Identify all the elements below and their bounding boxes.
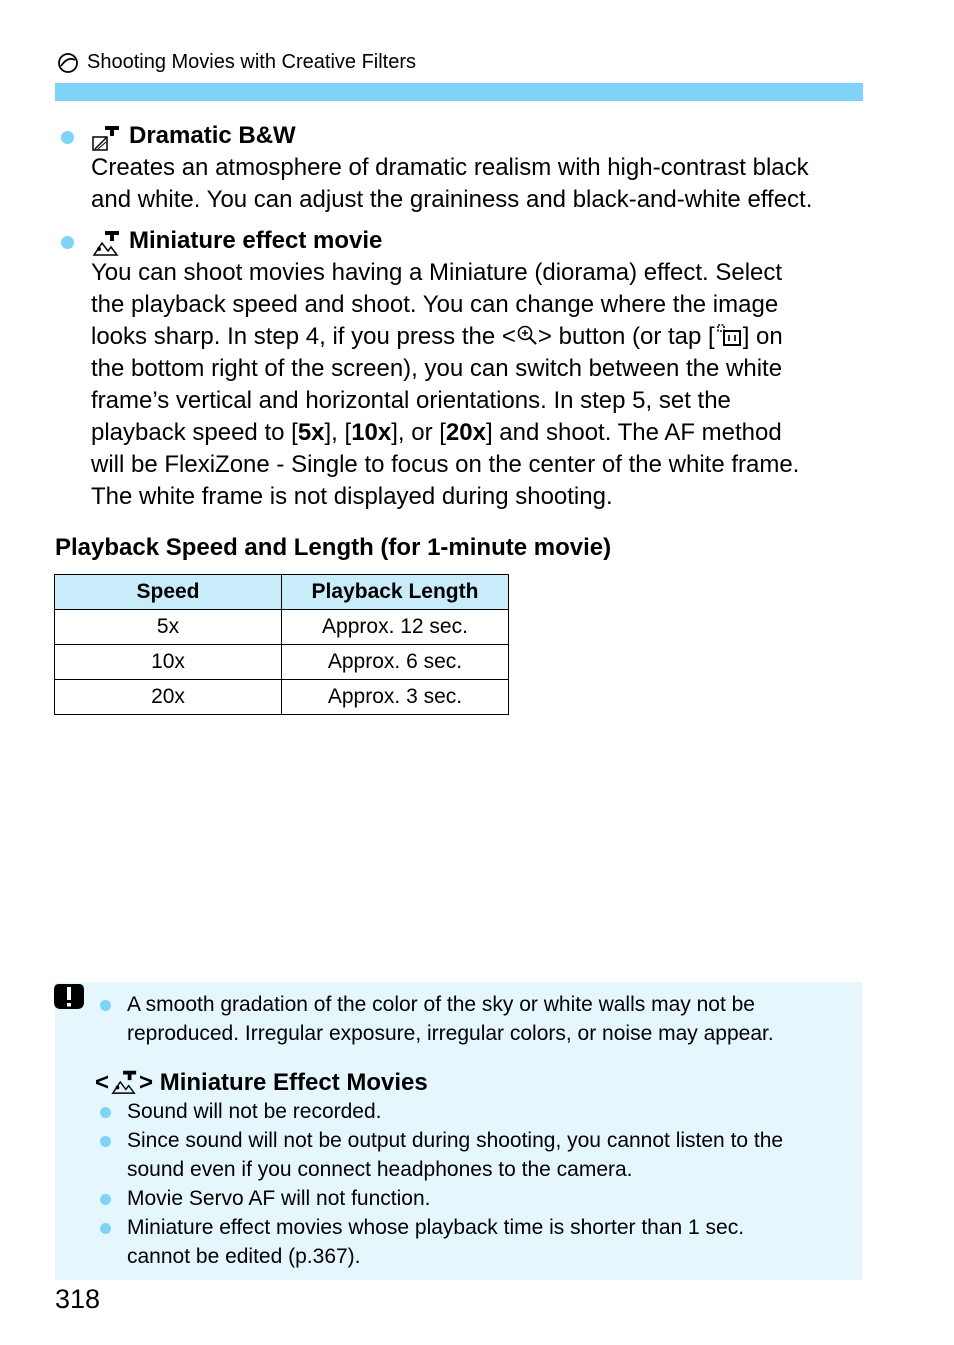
bullet [100, 1223, 111, 1234]
text-line: You can shoot movies having a Miniature (diorama) effect. Select [91, 259, 783, 286]
text-line: Miniature effect movies whose playback time is shorter than 1 sec. [127, 1216, 745, 1239]
table-cell: Approx. 12 sec. [282, 610, 509, 645]
speed-value: 10x [351, 419, 392, 446]
magnify-icon [516, 324, 538, 346]
column-header: Speed [55, 575, 282, 610]
text-span: playback speed to [ [91, 419, 298, 446]
text-span: ], or [ [391, 419, 446, 446]
dramatic-bw-icon [91, 122, 121, 152]
miniature-effect-icon [91, 227, 121, 257]
list-item [127, 1184, 430, 1213]
text-line [91, 321, 799, 353]
bullet [100, 1194, 111, 1205]
text-line: The white frame is not displayed during shooting. [91, 483, 613, 510]
table-cell: 20x [55, 680, 282, 715]
text-line: the bottom right of the screen), you can switch between the white [91, 355, 783, 382]
table-header-row [55, 575, 509, 610]
page-number: 318 [55, 1284, 101, 1314]
header-bar [55, 83, 863, 101]
text-line [91, 417, 799, 449]
text-line: Movie Servo AF will not function. [127, 1187, 431, 1210]
list-item [127, 1126, 783, 1184]
column-header: Playback Length [282, 575, 509, 610]
filter-description [91, 257, 799, 513]
speed-value: 20x [445, 419, 486, 446]
text-line: cannot be edited (p.367). [127, 1245, 361, 1268]
text-line: Creates an atmosphere of dramatic realism with high-contrast black [91, 154, 809, 181]
miniature-notes-title [95, 1067, 428, 1097]
bullet [61, 236, 74, 249]
text-line: the playback speed and shoot. You can change where the image [91, 291, 779, 318]
table-row [55, 610, 509, 645]
text-line: sound even if you connect headphones to the camera. [127, 1158, 633, 1181]
text-line: A smooth gradation of the color of the sky or white walls may not be [127, 993, 755, 1016]
bullet [100, 1000, 111, 1011]
text-line: frame’s vertical and horizontal orientations. In step 5, set the [91, 387, 731, 414]
text-line: will be FlexiZone - Single to focus on the center of the white frame. [91, 451, 800, 478]
text-line: Sound will not be recorded. [127, 1100, 382, 1123]
table-cell: Approx. 6 sec. [282, 645, 509, 680]
text-line: reproduced. Irregular exposure, irregular colors, or noise may appear. [127, 1022, 774, 1045]
text-span: ] on [742, 323, 783, 350]
text-span: < [95, 1069, 110, 1096]
header-title: Shooting Movies with Creative Filters [87, 51, 417, 73]
text-span: ], [ [324, 419, 352, 446]
bullet [100, 1136, 111, 1147]
bullet [100, 1107, 111, 1118]
list-item [127, 1213, 744, 1271]
filter-title-miniature: Miniature effect movie [129, 227, 383, 254]
caution-text [127, 990, 774, 1048]
table-cell: Approx. 3 sec. [282, 680, 509, 715]
table-row [55, 680, 509, 715]
creative-filter-icon [57, 52, 79, 74]
filter-title-dramatic-bw: Dramatic B&W [129, 122, 296, 149]
frame-switch-icon [715, 322, 743, 348]
table-row [55, 645, 509, 680]
text-span: ] and shoot. The AF method [485, 419, 782, 446]
text-span: > Miniature Effect Movies [139, 1069, 428, 1096]
caution-icon [53, 982, 85, 1012]
playback-table [54, 574, 509, 715]
table-cell: 5x [55, 610, 282, 645]
text-line: and white. You can adjust the graininess and black-and-white effect. [91, 186, 813, 213]
text-line: Since sound will not be output during shooting, you cannot listen to the [127, 1129, 784, 1152]
miniature-effect-icon [109, 1067, 139, 1095]
text-span: > button (or tap [ [537, 323, 715, 350]
speed-value: 5x [297, 419, 325, 446]
section-title: Playback Speed and Length (for 1-minute movie) [55, 534, 612, 561]
list-item [127, 1097, 382, 1126]
bullet [61, 131, 74, 144]
text-span: looks sharp. In step 4, if you press the < [91, 323, 516, 350]
filter-description [91, 152, 812, 216]
table-cell: 10x [55, 645, 282, 680]
